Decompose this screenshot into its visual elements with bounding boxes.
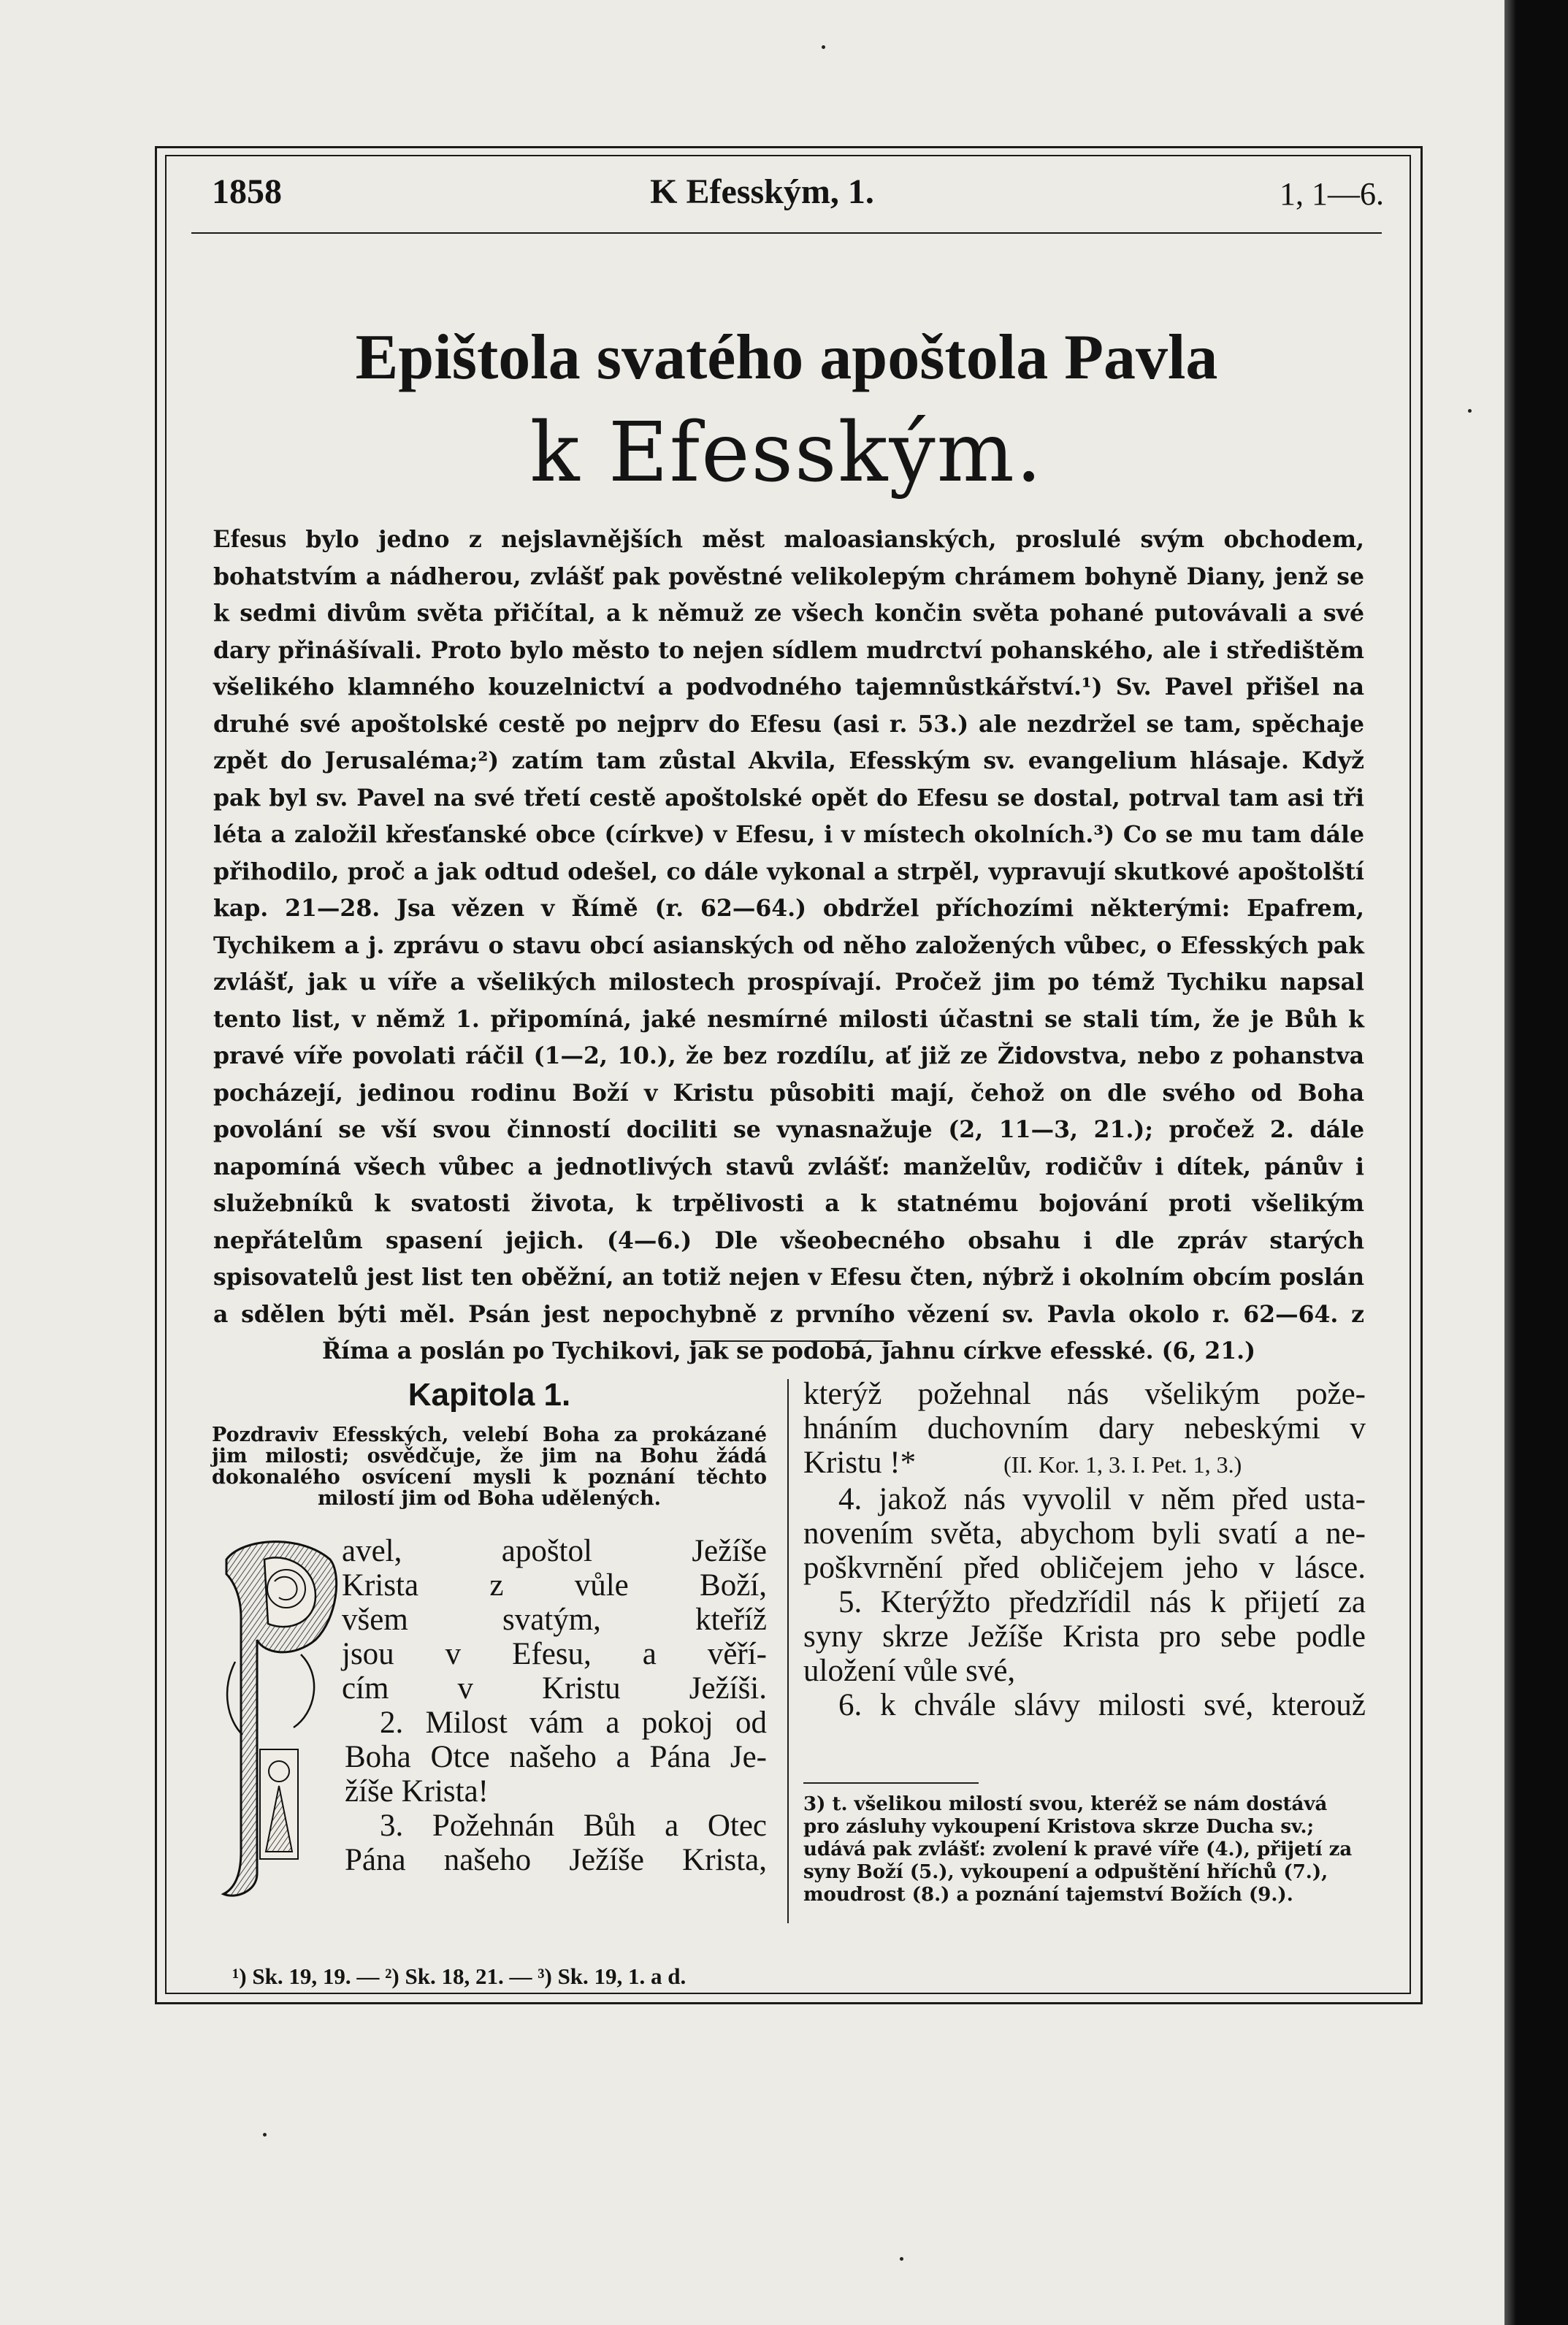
ornamental-initial bbox=[213, 1530, 342, 1904]
scan-gutter bbox=[1504, 0, 1568, 2325]
left-column-text bbox=[342, 1534, 767, 1706]
right-line: uložení vůle své, bbox=[803, 1654, 1016, 1688]
left-line: 3. Požehnán Bůh a Otec bbox=[380, 1809, 767, 1843]
scan-speck bbox=[900, 2257, 903, 2261]
right-column-text bbox=[803, 1377, 1366, 1722]
intro-lead-word: Efesus bbox=[213, 524, 287, 553]
left-line: Pána našeho Ježíše Krista, bbox=[345, 1843, 767, 1877]
epistle-title: Epištola svatého apoštola Pavla bbox=[355, 322, 1218, 393]
scan-speck bbox=[1468, 409, 1472, 413]
scan-speck bbox=[263, 2133, 267, 2137]
left-line: 2. Milost vám a pokoj od bbox=[380, 1706, 767, 1740]
right-line: 5. Kterýžto předzřídil nás k přijetí za bbox=[838, 1585, 1366, 1619]
right-line: syny skrze Ježíše Krista pro sebe podle bbox=[803, 1619, 1366, 1654]
left-line: všem svatým, kteříž bbox=[342, 1603, 767, 1637]
section-separator bbox=[691, 1340, 892, 1342]
right-line: kterýž požehnal nás všelikým pože- bbox=[803, 1377, 1366, 1411]
footnote-right: 3) t. všelikou milostí svou, kteréž se nám dostává pro zásluhy vykoupení Kristova skrze Ducha sv.; udává pak zvlášť: zvolení k pravé víře (4.), přijetí za syny Boží (5.), vykoupení a odpuštění hříchů (7.), moudrost (8.) a poznání tajemství Božích (9.). bbox=[803, 1793, 1353, 1906]
page-number: 1858 bbox=[212, 172, 282, 211]
left-line: cím v Kristu Ježíši. bbox=[342, 1671, 767, 1706]
header-rule bbox=[191, 232, 1382, 234]
footnote-rule bbox=[803, 1782, 979, 1784]
left-line: žíše Krista! bbox=[345, 1774, 489, 1809]
right-line: 4. jakož nás vyvolil v něm před usta- bbox=[838, 1482, 1366, 1516]
chapter-summary: Pozdraviv Efesských, velebí Boha za prokázané jim milosti; osvědčuje, že jim na Bohu žádá dokonalého osvícení mysli k poznání těchto milostí jim od Boha udělených. bbox=[212, 1424, 767, 1510]
left-line: avel, apoštol Ježíše bbox=[342, 1534, 767, 1568]
cross-reference: (II. Kor. 1, 3. I. Pet. 1, 3.) bbox=[1003, 1451, 1242, 1478]
introduction bbox=[213, 520, 1364, 1370]
right-line: hnáním duchovním dary nebeskými v bbox=[803, 1411, 1366, 1446]
column-divider bbox=[787, 1379, 789, 1923]
left-line: Krista z vůle Boží, bbox=[342, 1568, 767, 1603]
left-column-text-continued bbox=[345, 1706, 767, 1877]
footnote-bottom: ¹) Sk. 19, 19. — ²) Sk. 18, 21. — ³) Sk. 19, 1. a d. bbox=[232, 1963, 687, 1989]
ornamental-initial-icon bbox=[213, 1530, 342, 1904]
right-line: novením světa, abychom byli svatí a ne- bbox=[803, 1516, 1366, 1551]
chapter-title: Kapitola 1. bbox=[408, 1377, 571, 1413]
verse-range: 1, 1—6. bbox=[1280, 176, 1384, 212]
right-line: poškvrnění před obličejem jeho v lásce. bbox=[803, 1551, 1366, 1585]
right-line: 6. k chvále slávy milosti své, kterouž bbox=[838, 1688, 1366, 1722]
running-title: K Efesským, 1. bbox=[650, 172, 874, 211]
epistle-subtitle: k Efesským. bbox=[529, 405, 1044, 500]
left-line: jsou v Efesu, a věří- bbox=[342, 1637, 767, 1671]
right-line-with-ref bbox=[803, 1446, 1366, 1482]
left-line: Boha Otce našeho a Pána Je- bbox=[345, 1740, 767, 1774]
intro-text: bylo jedno z nejslavnějších měst maloasianských, proslulé svým obchodem, bohatstvím a nádherou, zvlášť pak pověstné velikolepým chrámem bohyně Diany, jenž se k sedmi divům světa přičítal, a k němuž ze všech končin světa pohané putovávali a své dary přinášívali. Proto bylo město to nejen sídlem mudrctví pohanského, ale i středištěm všelikého klamného kouzelnictví a podvodného tajemnůstkářství.¹) Sv. Pavel přišel na druhé své apoštolské cestě po nejprv do Efesu (asi r. 53.) ale nezdržel se tam, spěchaje zpět do Jerusaléma;²) zatím tam zůstal Akvila, Efesským sv. evangelium hlásaje. Když pak byl sv. Pavel na své třetí cestě apoštolské opět do Efesu se dostal, potrval tam asi tři léta a založil křesťanské obce (církve) v Efesu, i v místech okolních.³) Co se mu tam dále přihodilo, proč a jak odtud odešel, co dále vykonal a strpěl, vypravují skutkové apoštolští kap. 21—28. Jsa vězen v Římě (r. 62—64.) obdržel příchozími některými: Epafrem, Tychikem a j. zprávu o stavu obcí asianských od něho založených vůbec, o Efesských pak zvlášť, jak u víře a všelikých milostech prospívají. Pročež jim po témž Tychiku napsal tento list, v němž 1. připomíná, jaké nesmírné milosti účastni se stali tím, že je Bůh k pravé víře povolati ráčil (1—2, 10.), že bez rozdílu, ať již ze Židovstva, nebo z pohanstva pocházejí, jedinou rodinu Boží v Kristu působiti mají, čehož on dle svého od Boha povolání se vší svou činností dociliti se vynasnažuje (2, 11—3, 21.); pročež 2. dále napomíná všech vůbec a jednotlivých stavů zvlášť: manželův, rodičův i dítek, pánův i služebníků k svatosti života, k trpělivosti a k statnému bojování proti všelikým nepřátelům spasení jejich. (4—6.) Dle všeobecného obsahu i dle zpráv starých spisovatelů jest list ten oběžní, an totiž nejen v Efesu čten, nýbrž i okolním obcím poslán a sdělen býti měl. Psán jest nepochybně z prvního vězení sv. Pavla okolo r. 62—64. z Říma a poslán po Tychikovi, jak se podobá, jahnu církve efesské. (6, 21.) bbox=[213, 526, 1364, 1364]
scan-speck bbox=[822, 45, 825, 49]
right-line: Kristu !* bbox=[803, 1446, 917, 1480]
